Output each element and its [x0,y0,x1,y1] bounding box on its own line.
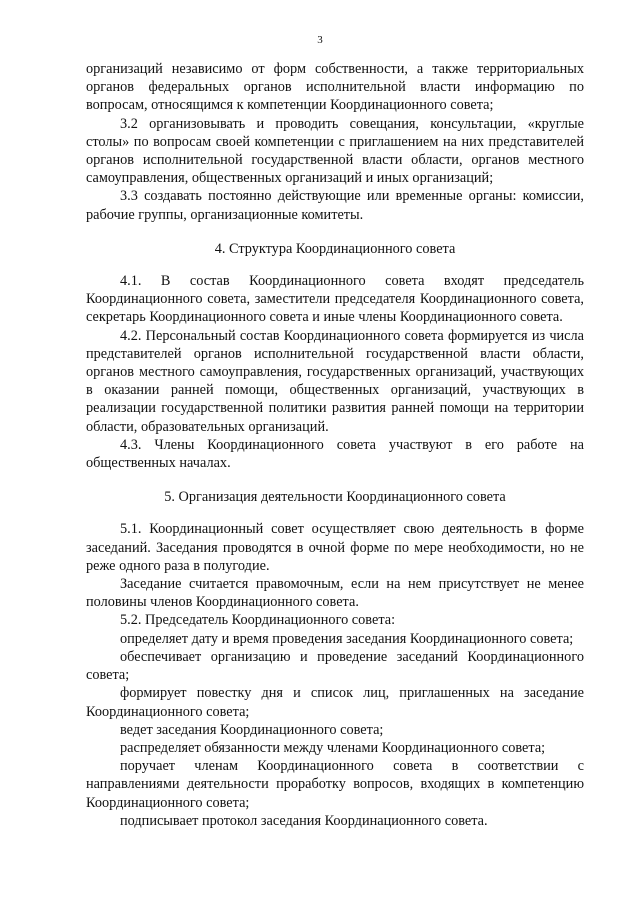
section-5-heading: 5. Организация деятельности Координационного совета [164,489,506,506]
section-4-heading: 4. Структура Координационного совета [214,240,456,257]
paragraph-continued: организаций независимо от форм собственности, а также территориальных органов федеральных органов исполнительной власти информацию по вопросам, относящимся к компетенции Координационного совета; [86,61,584,114]
list-item: распределяет обязанности между членами Координационного совета; [120,739,546,756]
paragraph-5-1: 5.1. Координационный совет осуществляет свою деятельность в форме заседаний. Заседания проводятся в очной форме по мере необходимости, но не реже одного раза в полугодие. [86,521,584,574]
paragraph-3-2: 3.2 организовывать и проводить совещания, консультации, «круглые столы» по вопросам своей компетенции с приглашением на них представителей органов исполнительной государственной власти области, органов местного самоуправления, общественных организаций и иных организаций; [86,115,584,187]
page-number: 3 [317,34,323,46]
paragraph-4-1: 4.1. В состав Координационного совета входят председатель Координационного совета, заместители председателя Координационного совета, секретарь Координационного совета и иные члены Координационного совета. [86,273,584,326]
paragraph-4-3: 4.3. Члены Координационного совета участвуют в его работе на общественных началах. [86,436,584,472]
list-item: формирует повестку дня и список лиц, приглашенных на заседание Координационного совета; [86,685,584,720]
list-item: определяет дату и время проведения заседания Координационного совета; [120,630,574,647]
list-item: поручает членам Координационного совета в соответствии с направлениями деятельности проработку вопросов, входящих в компетенцию Координационного совета; [86,758,584,811]
paragraph-5-2: 5.2. Председатель Координационного совета: [120,612,396,629]
list-item: обеспечивает организацию и проведение заседаний Координационного совета; [86,648,584,684]
paragraph-3-3: 3.3 создавать постоянно действующие или временные органы: комиссии, рабочие группы, организационные комитеты. [86,188,584,223]
paragraph-4-2: 4.2. Персональный состав Координационного совета формируется из числа представителей органов исполнительной государственной власти области, органов местного самоуправления, государственных организаций, участвующих в оказании ранней помощи, общественных организаций, участвующих в реализации государственной политики развития ранней помощи на территории области, образовательных организаций. [86,327,584,435]
paragraph-quorum: Заседание считается правомочным, если на нем присутствует не менее половины членов Координационного совета. [86,576,584,611]
document-body [86,60,584,830]
list-item: ведет заседания Координационного совета; [120,721,384,738]
list-item: подписывает протокол заседания Координационного совета. [120,812,488,829]
